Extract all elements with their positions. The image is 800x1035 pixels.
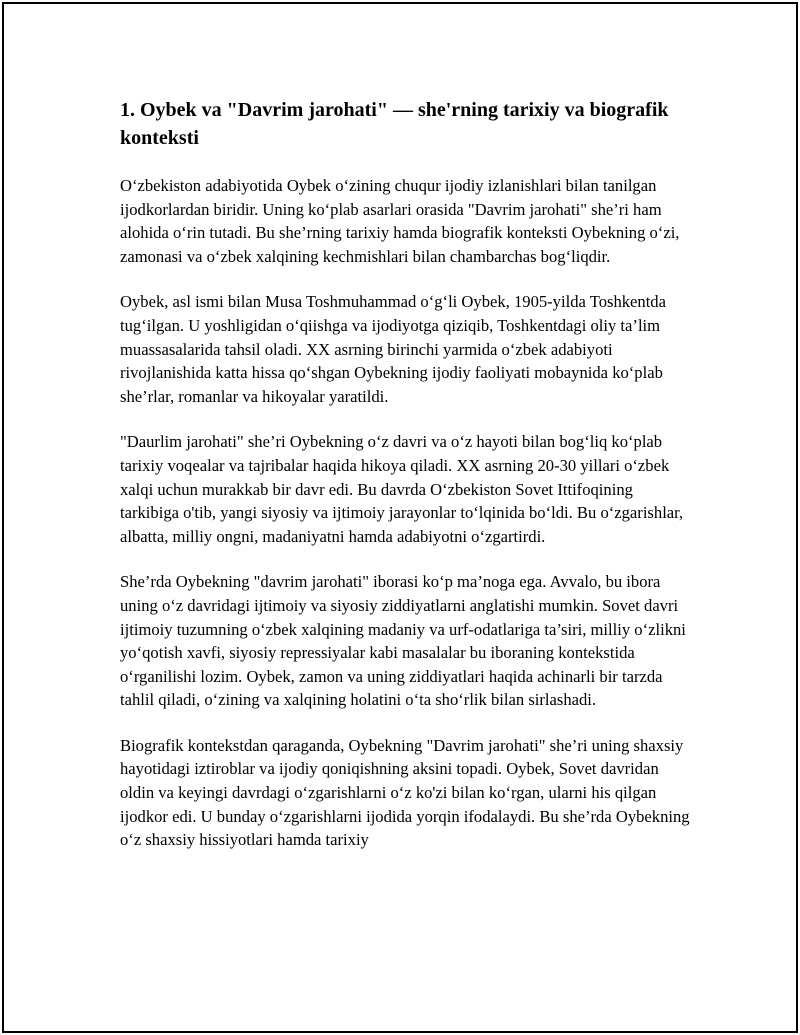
paragraph-4: She’rda Oybekning "davrim jarohati" iborasi ko‘p ma’noga ega. Avvalo, bu ibora uning o‘z davridagi ijtimoiy va siyosiy ziddiyatlarni anglatishi mumkin. Sovet davri ijtimoiy tuzumning o‘zbek xalqining madaniy va urf-odatlariga ta’siri, milliy o‘zlikni yo‘qotish xavfi, siyosiy repressiyalar kabi masalalar bu iboraning kontekstida o‘rganilishi lozim. Oybek, zamon va uning ziddiyatlari haqida achinarli bir tarzda tahlil qiladi, o‘zining va xalqining holatini o‘ta sho‘rlik bilan sirlashadi. bbox=[120, 572, 686, 710]
section-heading: 1. Oybek va "Davrim jarohati" — she'rning tarixiy va biografik konteksti bbox=[120, 99, 669, 149]
paragraph-5: Biografik kontekstdan qaraganda, Oybekning "Davrim jarohati" she’ri uning shaxsiy hayotidagi iztiroblar va ijodiy qoniqishning aksini topadi. Oybek, Sovet davridan oldin va keyingi davrdagi o‘zgarishlarni o‘z ko'zi bilan ko‘rgan, ularni his qilgan ijodkor edi. U bunday o‘zgarishlarni ijodida yorqin ifodalaydi. Bu she’rda Oybekning o‘z shaxsiy hissiyotlari hamda tarixiy bbox=[120, 735, 690, 850]
paragraph-2: Oybek, asl ismi bilan Musa Toshmuhammad o‘g‘li Oybek, 1905-yilda Toshkentda tug‘ilgan. U yoshligidan o‘qiishga va ijodiyotga qiziqib, Toshkentdagi oliy ta’lim muassasalarida tahsil oladi. XX asrning birinchi yarmida o‘zbek adabiyoti rivojlanishida katta hissa qo‘shgan Oybekning ijodiy faoliyati mobaynida ko‘plab she’rlar, romanlar va hikoyalar yaratildi. bbox=[120, 292, 666, 406]
document-page bbox=[2, 2, 798, 1033]
document-body bbox=[120, 96, 692, 874]
paragraph-1: O‘zbekiston adabiyotida Oybek o‘zining chuqur ijodiy izlanishlari bilan tanilgan ijodkorlardan biridir. Uning ko‘plab asarlari orasida "Davrim jarohati" she’ri ham alohida o‘rin tutadi. Bu she’rning tarixiy hamda biografik konteksti Oybekning o‘zi, zamonasi va o‘zbek xalqining kechmishlari bilan chambarchas bog‘liqdir. bbox=[120, 176, 680, 266]
paragraph-3: "Daurlim jarohati" she’ri Oybekning o‘z davri va o‘z hayoti bilan bog‘liq ko‘plab tarixiy voqealar va tajribalar haqida hikoya qiladi. XX asrning 20-30 yillari o‘zbek xalqi uchun murakkab bir davr edi. Bu davrda O‘zbekiston Sovet Ittifoqining tarkibiga o'tib, yangi siyosiy va ijtimoiy jarayonlar to‘lqinida bo‘ldi. Bu o‘zgarishlar, albatta, milliy ongni, madaniyatni hamda adabiyotni o‘zgartirdi. bbox=[120, 432, 684, 546]
